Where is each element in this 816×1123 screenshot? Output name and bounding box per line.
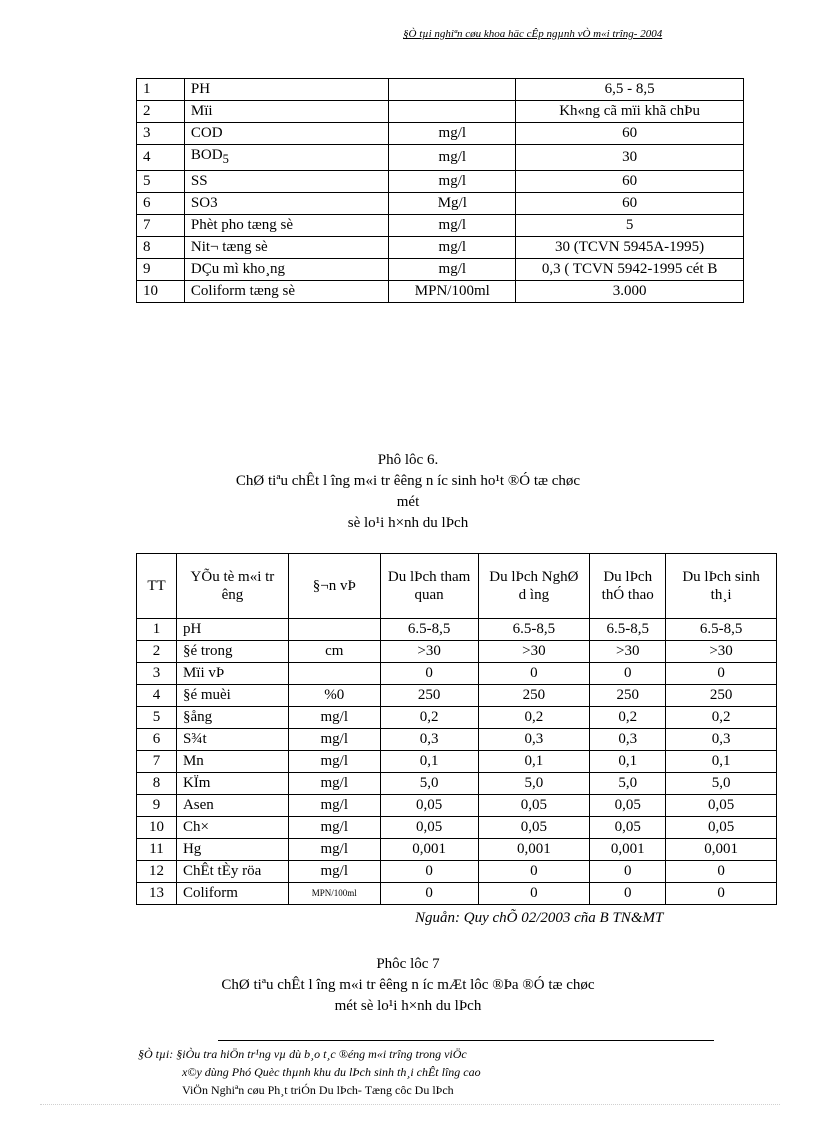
tourism-water-table — [136, 553, 777, 905]
unit — [389, 101, 516, 123]
unit — [288, 663, 380, 685]
parameter: SS — [184, 171, 389, 193]
factor: Asen — [176, 795, 288, 817]
value-eco: 5,0 — [666, 773, 777, 795]
footnote-line2: x©y dùng Phó Quèc thµnh khu du lÞch sinh th¸i chÊt lîng cao — [182, 1065, 481, 1079]
unit: %0 — [288, 685, 380, 707]
source-note: Nguån: Quy chÕ 02/2003 cña B TN&MT — [415, 910, 664, 926]
limit-value: Kh«ng cã mïi khã chÞu — [516, 101, 744, 123]
row-number: 13 — [137, 883, 177, 905]
row-number: 8 — [137, 237, 185, 259]
parameter: Mïi — [184, 101, 389, 123]
table-row — [137, 817, 777, 839]
row-number: 7 — [137, 751, 177, 773]
value-sport: 0,2 — [590, 707, 666, 729]
value-sport: 0,001 — [590, 839, 666, 861]
header-resort: Du lÞch NghØ d ìng — [478, 554, 590, 619]
row-number: 1 — [137, 619, 177, 641]
header-sightseeing: Du lÞch tham quan — [380, 554, 478, 619]
factor: Ch× — [176, 817, 288, 839]
standards-table — [136, 78, 744, 303]
table-row — [137, 641, 777, 663]
row-number: 9 — [137, 259, 185, 281]
appendix6-label: Phô lôc 6. — [377, 452, 439, 468]
bod-subscript: 5 — [222, 152, 229, 166]
row-number: 2 — [137, 641, 177, 663]
table-row — [137, 259, 744, 281]
value-sightseeing: 250 — [380, 685, 478, 707]
factor: Hg — [176, 839, 288, 861]
table-row — [137, 883, 777, 905]
row-number: 3 — [137, 663, 177, 685]
limit-value: 60 — [516, 171, 744, 193]
unit: mg/l — [389, 237, 516, 259]
unit: mg/l — [288, 795, 380, 817]
factor: KÏm — [176, 773, 288, 795]
unit: mg/l — [389, 171, 516, 193]
unit: MPN/100ml — [288, 883, 380, 905]
value-sightseeing: 0,05 — [380, 817, 478, 839]
row-number: 6 — [137, 729, 177, 751]
value-sport: 6.5-8,5 — [590, 619, 666, 641]
unit: MPN/100ml — [389, 281, 516, 303]
parameter: Phèt pho tæng sè — [184, 215, 389, 237]
value-sightseeing: 5,0 — [380, 773, 478, 795]
value-sightseeing: >30 — [380, 641, 478, 663]
page-bottom-divider — [40, 1104, 780, 1105]
value-sport: >30 — [590, 641, 666, 663]
parameter: SO3 — [184, 193, 389, 215]
value-sport: 5,0 — [590, 773, 666, 795]
parameter: Coliform tæng sè — [184, 281, 389, 303]
unit: mg/l — [389, 259, 516, 281]
value-eco: 6.5-8,5 — [666, 619, 777, 641]
header-tt: TT — [137, 554, 177, 619]
value-resort: 0 — [478, 861, 590, 883]
row-number: 6 — [137, 193, 185, 215]
footnote-line1: §Ò tµi: §iÒu tra hiÖn tr¹ng vµ dù b¸o t¸c ®éng m«i trîng trong viÖc — [138, 1047, 467, 1061]
value-sport: 250 — [590, 685, 666, 707]
factor: Mn — [176, 751, 288, 773]
unit — [389, 79, 516, 101]
row-number: 5 — [137, 171, 185, 193]
value-sport: 0 — [590, 883, 666, 905]
header-eco: Du lÞch sinh th¸i — [666, 554, 777, 619]
factor: §é trong — [176, 641, 288, 663]
value-resort: 0,1 — [478, 751, 590, 773]
factor: pH — [176, 619, 288, 641]
value-sport: 0,3 — [590, 729, 666, 751]
table-row — [137, 751, 777, 773]
table-row — [137, 861, 777, 883]
row-number: 3 — [137, 123, 185, 145]
value-resort: 0,001 — [478, 839, 590, 861]
table-row — [137, 215, 744, 237]
unit: mg/l — [389, 145, 516, 171]
table-row — [137, 171, 744, 193]
value-eco: 250 — [666, 685, 777, 707]
value-resort: 0,3 — [478, 729, 590, 751]
row-number: 10 — [137, 281, 185, 303]
value-resort: 0 — [478, 663, 590, 685]
row-number: 5 — [137, 707, 177, 729]
parameter: PH — [184, 79, 389, 101]
factor: Mïi vÞ — [176, 663, 288, 685]
unit: mg/l — [288, 839, 380, 861]
appendix6-subtitle: sè lo¹i h×nh du lÞch — [347, 515, 469, 531]
limit-value: 60 — [516, 123, 744, 145]
limit-value: 60 — [516, 193, 744, 215]
value-sightseeing: 0,1 — [380, 751, 478, 773]
row-number: 11 — [137, 839, 177, 861]
limit-value: 30 (TCVN 5945A-1995) — [516, 237, 744, 259]
value-sightseeing: 0 — [380, 663, 478, 685]
row-number: 12 — [137, 861, 177, 883]
value-eco: 0 — [666, 883, 777, 905]
unit: Mg/l — [389, 193, 516, 215]
footnote — [138, 1045, 481, 1099]
table-header-row — [137, 554, 777, 619]
value-sightseeing: 0,05 — [380, 795, 478, 817]
table-row — [137, 707, 777, 729]
value-eco: 0,1 — [666, 751, 777, 773]
value-resort: 0 — [478, 883, 590, 905]
row-number: 4 — [137, 145, 185, 171]
table-row — [137, 773, 777, 795]
value-eco: 0,05 — [666, 795, 777, 817]
value-eco: 0,2 — [666, 707, 777, 729]
unit: mg/l — [288, 729, 380, 751]
row-number: 1 — [137, 79, 185, 101]
appendix6-title-cont: mét — [396, 494, 420, 510]
row-number: 4 — [137, 685, 177, 707]
appendix7-label: Phôc lôc 7 — [376, 956, 440, 972]
value-eco: 0,001 — [666, 839, 777, 861]
value-sightseeing: 0,3 — [380, 729, 478, 751]
parameter: $BOD_5$ — [184, 145, 389, 171]
table-row — [137, 685, 777, 707]
footnote-line3: ViÖn Nghiªn cøu Ph¸t triÓn Du lÞch- Tæng côc Du lÞch — [182, 1083, 454, 1097]
value-resort: 250 — [478, 685, 590, 707]
limit-value: 0,3 ( TCVN 5942-1995 cét B — [516, 259, 744, 281]
table-row — [137, 79, 744, 101]
value-sport: 0,05 — [590, 817, 666, 839]
table-row — [137, 123, 744, 145]
value-resort: 5,0 — [478, 773, 590, 795]
appendix7-subtitle: mét sè lo¹i h×nh du lÞch — [334, 998, 482, 1014]
value-resort: 0,05 — [478, 817, 590, 839]
limit-value: 30 — [516, 145, 744, 171]
row-number: 8 — [137, 773, 177, 795]
table-row — [137, 729, 777, 751]
running-header: §Ò tµi nghiªn cøu khoa häc cÊp ngµnh vÒ m«i trîng- 2004 — [403, 28, 663, 40]
table-row — [137, 795, 777, 817]
row-number: 9 — [137, 795, 177, 817]
unit — [288, 619, 380, 641]
factor: Coliform — [176, 883, 288, 905]
value-sightseeing: 0 — [380, 861, 478, 883]
table-row — [137, 193, 744, 215]
appendix7-title: ChØ tiªu chÊt l îng m«i tr êêng n íc mÆt lôc ®Þa ®Ó tæ chøc — [221, 977, 595, 993]
value-sport: 0 — [590, 861, 666, 883]
table-row — [137, 101, 744, 123]
table-row — [137, 619, 777, 641]
factor: ChÊt tÈy röa — [176, 861, 288, 883]
parameter: DÇu mì kho¸ng — [184, 259, 389, 281]
table-row — [137, 145, 744, 171]
value-sightseeing: 0 — [380, 883, 478, 905]
factor: §é muèi — [176, 685, 288, 707]
value-sport: 0 — [590, 663, 666, 685]
unit: mg/l — [389, 215, 516, 237]
limit-value: 5 — [516, 215, 744, 237]
unit: mg/l — [288, 861, 380, 883]
value-resort: 0,2 — [478, 707, 590, 729]
table-row — [137, 839, 777, 861]
row-number: 7 — [137, 215, 185, 237]
value-eco: 0 — [666, 861, 777, 883]
row-number: 10 — [137, 817, 177, 839]
value-resort: 0,05 — [478, 795, 590, 817]
unit: cm — [288, 641, 380, 663]
unit: mg/l — [288, 817, 380, 839]
parameter: Nit¬ tæng sè — [184, 237, 389, 259]
header-sport: Du lÞch thÓ thao — [590, 554, 666, 619]
row-number: 2 — [137, 101, 185, 123]
footer-divider — [218, 1040, 714, 1041]
value-eco: >30 — [666, 641, 777, 663]
value-sport: 0,05 — [590, 795, 666, 817]
value-eco: 0 — [666, 663, 777, 685]
appendix6-title: ChØ tiªu chÊt l îng m«i tr êêng n íc sinh ho¹t ®Ó tæ chøc — [235, 473, 581, 489]
value-sport: 0,1 — [590, 751, 666, 773]
factor: S¾t — [176, 729, 288, 751]
header-unit: §¬n vÞ — [288, 554, 380, 619]
value-resort: >30 — [478, 641, 590, 663]
value-eco: 0,3 — [666, 729, 777, 751]
unit: mg/l — [288, 751, 380, 773]
unit: mg/l — [288, 773, 380, 795]
value-eco: 0,05 — [666, 817, 777, 839]
table-row — [137, 237, 744, 259]
limit-value: 3.000 — [516, 281, 744, 303]
unit: mg/l — [389, 123, 516, 145]
limit-value: 6,5 - 8,5 — [516, 79, 744, 101]
table-row — [137, 663, 777, 685]
table-row — [137, 281, 744, 303]
value-sightseeing: 0,2 — [380, 707, 478, 729]
factor: §ång — [176, 707, 288, 729]
value-sightseeing: 0,001 — [380, 839, 478, 861]
header-factor: YÕu tè m«i tr êng — [176, 554, 288, 619]
parameter: COD — [184, 123, 389, 145]
value-resort: 6.5-8,5 — [478, 619, 590, 641]
unit: mg/l — [288, 707, 380, 729]
value-sightseeing: 6.5-8,5 — [380, 619, 478, 641]
